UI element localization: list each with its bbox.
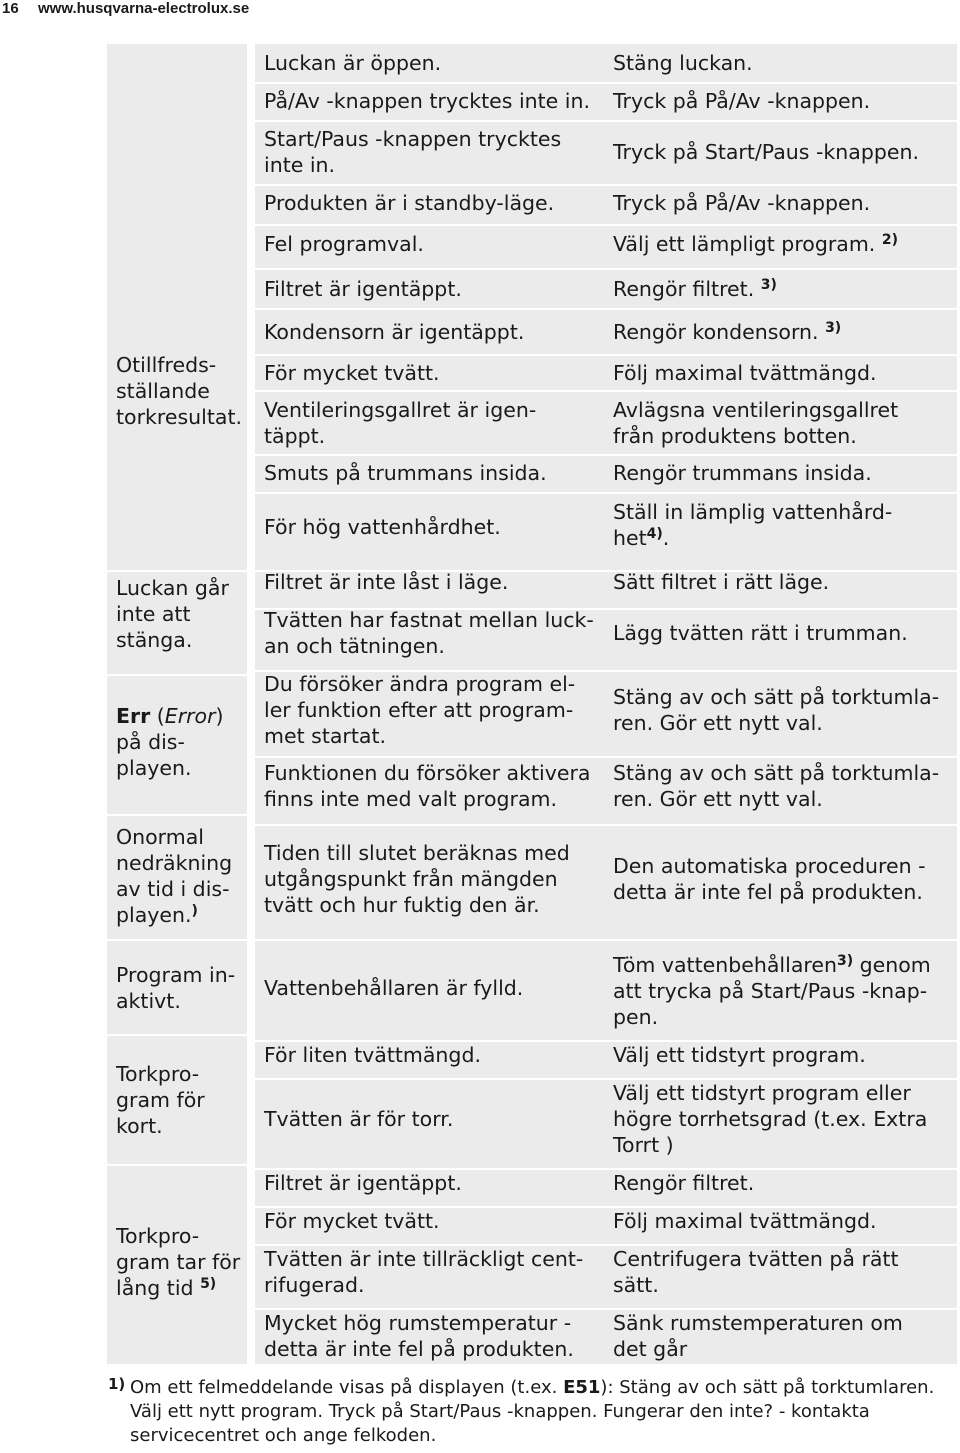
cause-cell [264,1106,609,1132]
problem-line: playen. [116,756,192,780]
solution-cell [613,684,953,736]
footnote-ref: 3) [825,320,842,336]
cause-cell [264,607,609,659]
problem-text: playen. [116,903,192,927]
row-divider [255,308,957,310]
problem-text: ( [150,704,165,728]
problem-line: ställande [116,379,210,403]
cause-line: Mycket hög rumstemperatur - [264,1311,572,1335]
solution-cell [613,499,953,551]
cause-cell [264,671,609,749]
cause-line: Tvätten har fastnat mellan luck- [264,608,594,632]
page-header [0,0,960,26]
solution-cell [613,50,953,76]
cause-cell [264,360,609,386]
row-divider [255,824,957,826]
solution-text: Välj ett lämpligt program. [613,232,876,256]
cause-line: finns inte med valt program. [264,787,558,811]
problem-line: av tid i dis- [116,877,230,901]
problem-line: nedräkning [116,851,233,875]
cause-line: Start/Paus -knappen trycktes [264,127,562,151]
solution-cell [613,1170,953,1196]
cause-line: detta är inte fel på produkten. [264,1337,574,1361]
problem-text: ) [215,704,224,728]
solution-line: Tryck på På/Av -knappen. [613,191,871,215]
row-divider [255,82,957,84]
problem-line: Torkpro- [116,1224,200,1248]
cause-line: Luckan är öppen. [264,51,442,75]
problem-cell [116,703,244,781]
solution-line: Välj ett tidstyrt program eller [613,1081,911,1105]
solution-line: Följ maximal tvättmängd. [613,361,877,385]
problem-line [116,902,244,928]
solution-line: Välj ett tidstyrt program. [613,1043,866,1067]
cause-line: Ventileringsgallret är igen- [264,398,537,422]
cause-cell [264,514,609,540]
solution-cell [613,1080,953,1158]
solution-text: Rengör filtret. [613,277,755,301]
cause-line: Filtret är inte låst i läge. [264,570,509,594]
solution-line [613,231,953,257]
solution-line: ren. Gör ett nytt val. [613,787,823,811]
solution-cell [613,231,953,257]
solution-cell [613,952,953,1030]
footnote-ref: 2) [881,232,898,248]
cause-line: Filtret är igentäppt. [264,1171,462,1195]
row-divider [255,390,957,392]
problem-cell [116,1061,244,1139]
row-divider [107,570,247,572]
problem-line: Torkpro- [116,1062,200,1086]
footnote-text [130,1376,960,1448]
solution-line: Rengör trummans insida. [613,461,872,485]
row-divider [107,814,247,816]
cause-cell [264,190,609,216]
footnote-ref: 3) [760,277,777,293]
solution-cell [613,1042,953,1068]
footnote-line [130,1376,960,1400]
solution-cell [613,1310,953,1362]
cause-cell [264,840,609,918]
problem-line: stänga. [116,628,193,652]
solution-text: Rengör kondensorn. [613,320,819,344]
solution-line: att trycka på Start/Paus -knap- [613,979,928,1003]
problem-line: Otillfreds- [116,353,217,377]
error-code: E51 [563,1377,601,1398]
problem-line: Luckan går [116,576,229,600]
row-divider [255,268,957,270]
solution-line: Lägg tvätten rätt i trumman. [613,621,908,645]
solution-text: Töm vattenbehållaren [613,953,837,977]
problem-line: torkresultat. [116,405,242,429]
cause-line: met startat. [264,724,386,748]
solution-line [613,525,953,551]
problem-cell [116,575,244,653]
row-divider [255,224,957,226]
solution-line: ren. Gör ett nytt val. [613,711,823,735]
cause-line: För hög vattenhårdhet. [264,515,501,539]
solution-cell [613,319,953,345]
problem-text: Error [164,704,216,728]
page-number: 16 [2,0,19,17]
solution-line: detta är inte fel på produkten. [613,880,923,904]
cause-line: Vattenbehållaren är fylld. [264,976,524,1000]
row-divider [255,454,957,456]
cause-line: utgångspunkt från mängden [264,867,558,891]
solution-cell [613,1208,953,1234]
row-divider [255,492,957,494]
footnote-text-part: ): Stäng av och sätt på torktumlaren. [600,1377,935,1398]
row-divider [255,354,957,356]
problem-line: inte att [116,602,191,626]
cause-line: Fel programval. [264,232,424,256]
problem-cell [116,1223,244,1301]
cause-line: Tiden till slutet beräknas med [264,841,570,865]
problem-line: Onormal [116,825,204,849]
solution-cell [613,760,953,812]
footnote-text-part: Om ett felmeddelande visas på displayen (t.ex. [130,1377,564,1398]
footnote-line: servicecentret och ange felkoden. [130,1425,437,1446]
cause-line: Tvätten är för torr. [264,1107,454,1131]
solution-line: från produktens botten. [613,424,857,448]
solution-line: Tryck på Start/Paus -knappen. [613,140,919,164]
solution-line: Torrt ) [613,1133,674,1157]
cause-cell [264,1208,609,1234]
cause-line: ler funktion efter att program- [264,698,574,722]
solution-text: genom [853,953,931,977]
solution-line: Ställ in lämplig vattenhård- [613,500,893,524]
column-divider [247,44,255,1364]
row-divider [255,184,957,186]
solution-line: Följ maximal tvättmängd. [613,1209,877,1233]
cause-line: Funktionen du försöker aktivera [264,761,591,785]
cause-line: Smuts på trummans insida. [264,461,547,485]
solution-line: sätt. [613,1273,659,1297]
solution-line: Sänk rumstemperaturen om [613,1311,903,1335]
cause-cell [264,231,609,257]
solution-cell [613,620,953,646]
cause-line: an och tätningen. [264,634,445,658]
solution-cell [613,139,953,165]
cause-cell [264,975,609,1001]
problem-text: lång tid [116,1276,194,1300]
cause-line: För liten tvättmängd. [264,1043,481,1067]
solution-line: Avlägsna ventileringsgallret [613,398,899,422]
cause-line: Filtret är igentäppt. [264,277,462,301]
footnote-ref: 3) [836,953,854,969]
cause-cell [264,460,609,486]
footnote-ref: 5) [200,1276,217,1292]
cause-cell [264,569,609,595]
problem-line: Program in- [116,963,236,987]
problem-line [116,703,244,729]
solution-line: Den automatiska proceduren - [613,854,926,878]
cause-line: inte in. [264,153,336,177]
solution-line [613,319,953,345]
problem-line: gram för [116,1088,205,1112]
cause-line: Produkten är i standby-läge. [264,191,555,215]
solution-cell [613,190,953,216]
solution-line: Stäng av och sätt på torktumla- [613,761,940,785]
cause-line: täppt. [264,424,326,448]
cause-cell [264,1246,609,1298]
row-divider [255,756,957,758]
problem-line [116,1275,244,1301]
cause-line: På/Av -knappen trycktes inte in. [264,89,590,113]
solution-cell [613,360,953,386]
error-code: Err [116,704,151,728]
solution-cell [613,460,953,486]
cause-cell [264,1042,609,1068]
row-divider [255,120,957,122]
cause-cell [264,760,609,812]
problem-line: aktivt. [116,989,181,1013]
cause-line: För mycket tvätt. [264,1209,440,1233]
solution-text: het [613,526,647,550]
cause-cell [264,1310,609,1362]
solution-cell [613,1246,953,1298]
solution-line: pen. [613,1005,659,1029]
solution-line: Rengör filtret. [613,1171,755,1195]
row-divider [107,939,247,941]
cause-line: tvätt och hur fuktig den är. [264,893,540,917]
solution-line: Sätt filtret i rätt läge. [613,570,830,594]
row-divider [255,939,957,941]
solution-cell [613,276,953,302]
site-url: www.husqvarna-electrolux.se [38,0,250,17]
solution-line: Centrifugera tvätten på rätt [613,1247,899,1271]
cause-cell [264,276,609,302]
cause-line: För mycket tvätt. [264,361,440,385]
footnote-marker: 1) [108,1375,126,1393]
cause-line: Kondensorn är igentäppt. [264,320,525,344]
cause-cell [264,1170,609,1196]
solution-cell [613,88,953,114]
problem-line: kort. [116,1114,163,1138]
cause-line: rifugerad. [264,1273,365,1297]
cause-line: Du försöker ändra program el- [264,672,576,696]
solution-line [613,276,953,302]
footnote-ref: 4) [646,526,663,542]
problem-line: gram tar för [116,1250,241,1274]
cause-cell [264,126,609,178]
cause-cell [264,397,609,449]
solution-line: Stäng luckan. [613,51,753,75]
cause-cell [264,319,609,345]
solution-cell [613,569,953,595]
cause-cell [264,50,609,76]
solution-cell [613,853,953,905]
problem-cell [116,962,244,1014]
solution-line: högre torrhetsgrad (t.ex. Extra [613,1107,928,1131]
solution-line: Tryck på På/Av -knappen. [613,89,871,113]
troubleshooting-table [107,44,957,1364]
solution-cell [613,397,953,449]
problem-cell [116,824,244,928]
solution-line: Stäng av och sätt på torktumla- [613,685,940,709]
footnote-ref: ) [191,903,198,919]
solution-text: . [662,526,670,550]
row-divider [107,674,247,676]
footnote-line: Välj ett nytt program. Tryck på Start/Paus -knappen. Fungerar den inte? - kontakta [130,1401,870,1422]
cause-cell [264,88,609,114]
solution-line [613,952,953,978]
solution-line: det går [613,1337,688,1361]
problem-cell [116,352,244,430]
problem-line: på dis- [116,730,185,754]
row-divider [107,1034,247,1036]
row-divider [107,1164,247,1166]
cause-line: Tvätten är inte tillräckligt cent- [264,1247,584,1271]
